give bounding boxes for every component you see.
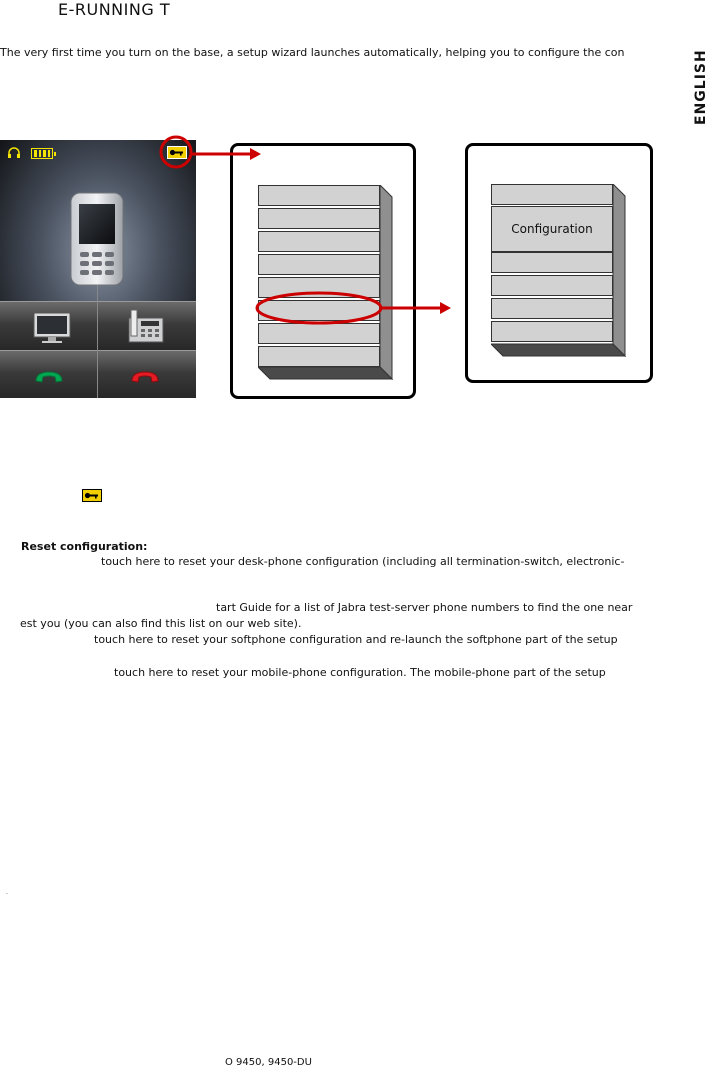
annotation-overlay xyxy=(0,130,715,350)
answer-call-icon[interactable] xyxy=(34,370,64,384)
reset-softphone-text: touch here to reset your softphone configuration and re-launch the softphone part of the setup xyxy=(94,633,618,646)
side-language-label: ENGLISH xyxy=(693,49,709,125)
configuration-label: Configuration xyxy=(511,222,593,236)
reset-mobile-text: touch here to reset your mobile-phone configuration. The mobile-phone part of the setup xyxy=(114,666,606,679)
intro-paragraph: The very first time you turn on the base, a setup wizard launches automatically, helping you to configure the con xyxy=(0,46,625,59)
menu-item-highlight xyxy=(257,293,381,323)
footer-model: O 9450, 9450-DU xyxy=(225,1057,312,1068)
reset-configuration-title: Reset configuration: xyxy=(21,540,148,553)
guide-text-line2: est you (you can also find this list on our web site). xyxy=(20,617,302,630)
guide-text-line1: tart Guide for a list of Jabra test-server phone numbers to find the one near xyxy=(216,601,633,614)
stray-dot: . xyxy=(6,889,8,896)
end-call-icon[interactable] xyxy=(130,370,160,384)
key-settings-icon xyxy=(82,489,102,502)
reset-desk-phone-text: touch here to reset your desk-phone configuration (including all termination-switch, electronic- xyxy=(101,555,625,568)
key-highlight-circle xyxy=(161,137,191,167)
section-heading: E-RUNNING T xyxy=(58,0,171,19)
